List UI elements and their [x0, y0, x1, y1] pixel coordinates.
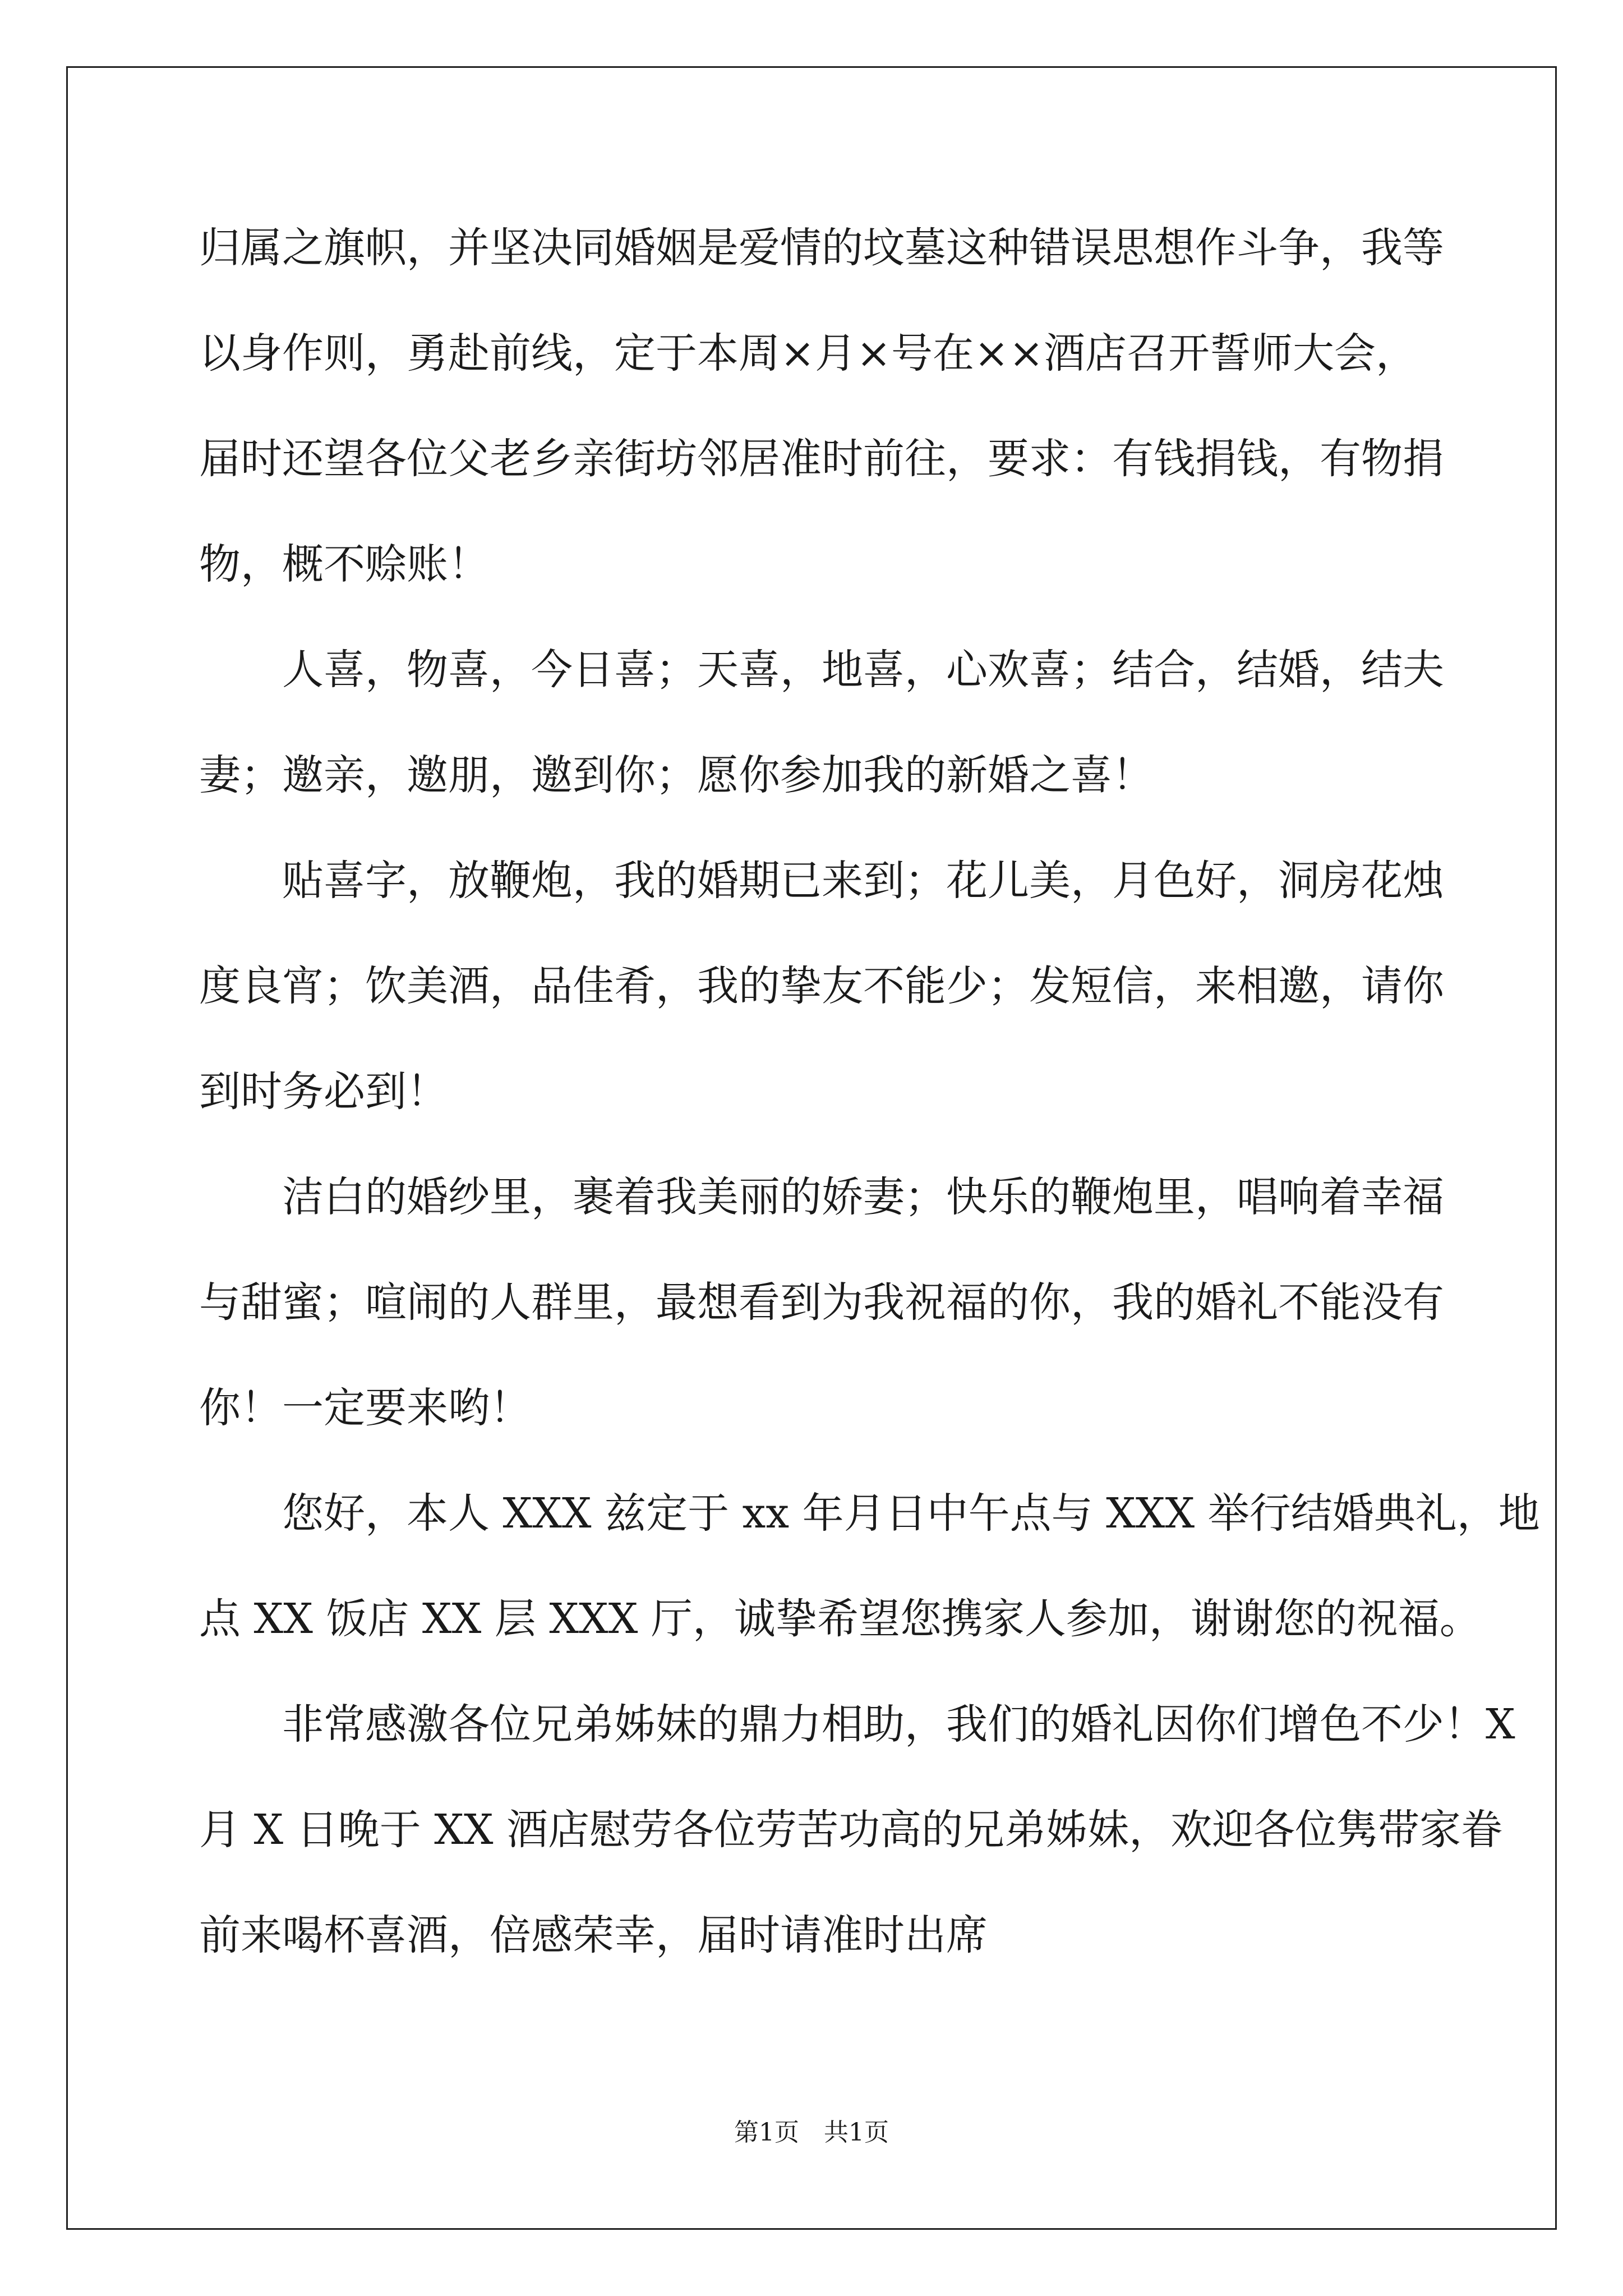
text-line: 妻；邀亲，邀朋，邀到你；愿你参加我的新婚之喜！ — [199, 751, 1154, 799]
text-line: 人喜，物喜，今日喜；天喜，地喜，心欢喜；结合，结婚，结夫 — [282, 646, 1444, 694]
text-line: 度良宵；饮美酒，品佳肴，我的挚友不能少；发短信，来相邀，请你 — [199, 962, 1444, 1010]
text-line: 到时务必到！ — [199, 1068, 448, 1116]
text-line: 你！一定要来哟！ — [199, 1384, 531, 1432]
text-line: 您好，本人 XXX 兹定于 xx 年月日中午点与 XXX 举行结婚典礼，地 — [282, 1489, 1540, 1538]
page-total: 共1页 — [824, 2118, 889, 2147]
text-line: 月 X 日晚于 XX 酒店慰劳各位劳苦功高的兄弟姊妹，欢迎各位隽带家眷 — [199, 1806, 1503, 1854]
text-line: 与甜蜜；喧闹的人群里，最想看到为我祝福的你，我的婚礼不能没有 — [199, 1278, 1444, 1327]
text-line: 前来喝杯喜酒，倍感荣幸，届时请准时出席 — [199, 1911, 988, 1959]
text-line: 物，概不赊账！ — [199, 540, 490, 588]
text-line: 点 XX 饭店 XX 层 XXX 厅，诚挚希望您携家人参加，谢谢您的祝福。 — [199, 1595, 1481, 1643]
page-number: 第1页 — [734, 2118, 799, 2147]
text-line: 贴喜字，放鞭炮，我的婚期已来到；花儿美，月色好，洞房花烛 — [282, 857, 1444, 905]
text-line: 非常感激各位兄弟姊妹的鼎力相助，我们的婚礼因你们增色不少！X — [282, 1700, 1515, 1749]
text-line: 届时还望各位父老乡亲街坊邻居准时前往，要求：有钱捐钱，有物捐 — [199, 435, 1444, 483]
text-line: 洁白的婚纱里，裹着我美丽的娇妻；快乐的鞭炮里，唱响着幸福 — [282, 1173, 1444, 1221]
text-line: 归属之旗帜，并坚决同婚姻是爱情的坟墓这种错误思想作斗争，我等 — [199, 224, 1444, 272]
page-footer — [0, 2116, 1623, 2150]
text-line: 以身作则，勇赴前线，定于本周×月×号在××酒店召开誓师大会， — [199, 329, 1418, 378]
